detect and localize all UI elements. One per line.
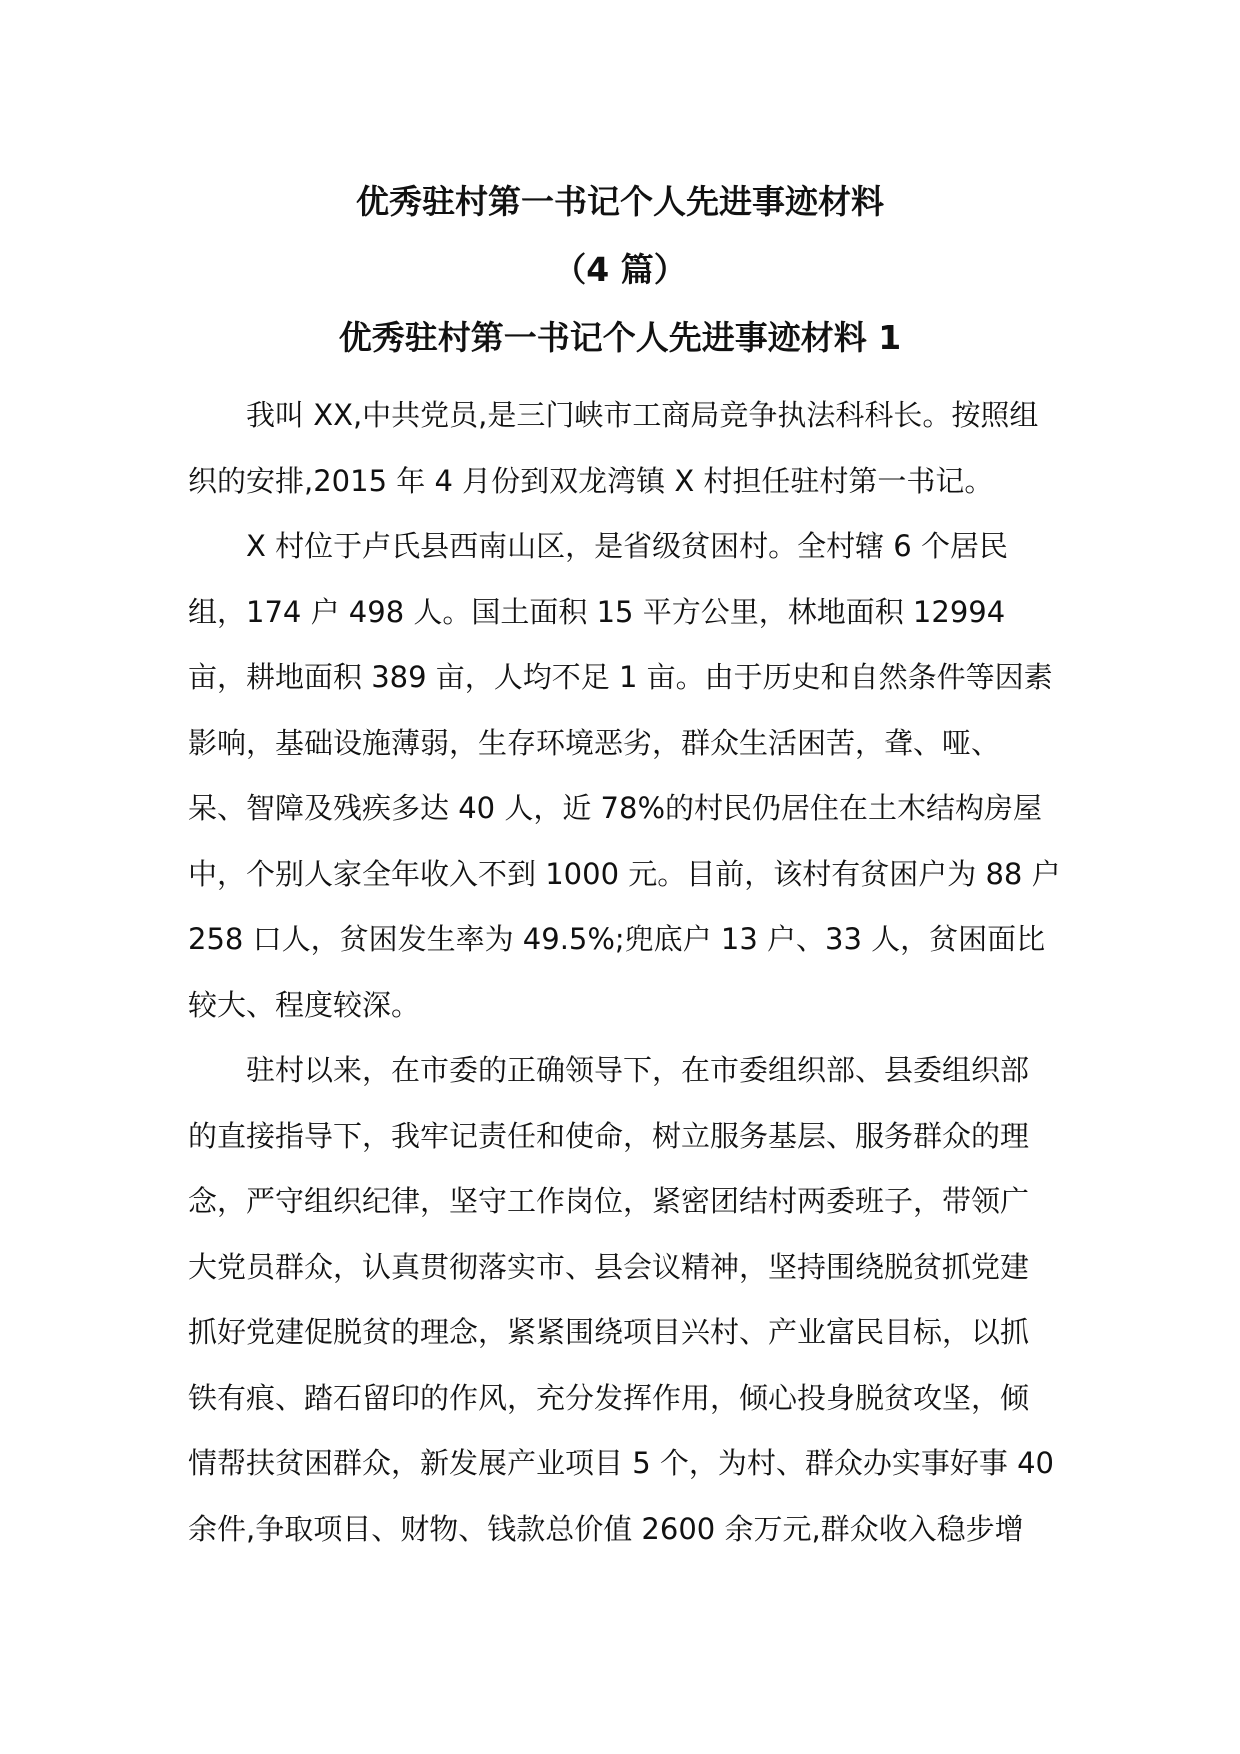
paragraph-line: 余件,争取项目、财物、钱款总价值 2600 余万元,群众收入稳步增 — [188, 1511, 1024, 1546]
paragraph-line: 情帮扶贫困群众，新发展产业项目 5 个，为村、群众办实事好事 40 — [188, 1446, 1055, 1480]
paragraph-line: 258 口人，贫困发生率为 49.5%;兜底户 13 户、33 人，贫困面比 — [188, 922, 1046, 956]
paragraph-line: 中，个别人家全年收入不到 1000 元。目前，该村有贫困户为 88 户 — [188, 856, 1061, 891]
paragraph-line: X 村位于卢氏县西南山区，是省级贫困村。全村辖 6 个居民 — [246, 529, 1008, 563]
paragraph-line: 抓好党建促脱贫的理念，紧紧围绕项目兴村、产业富民目标，以抓 — [188, 1315, 1030, 1349]
document-body — [188, 383, 1068, 1562]
document-title-count: （4 篇） — [553, 250, 687, 289]
section-title: 优秀驻村第一书记个人先进事迹材料 1 — [338, 318, 902, 357]
paragraph-line: 呆、智障及残疾多达 40 人，近 78%的村民仍居住在土木结构房屋 — [188, 791, 1043, 825]
paragraph-2 — [188, 514, 1068, 1038]
paragraph-3 — [188, 1038, 1068, 1562]
paragraph-line: 组，174 户 498 人。国土面积 15 平方公里，林地面积 12994 — [188, 594, 1006, 629]
paragraph-line: 影响，基础设施薄弱，生存环境恶劣，群众生活困苦，聋、哑、 — [188, 725, 1001, 760]
paragraph-line: 较大、程度较深。 — [188, 987, 421, 1022]
paragraph-line: 亩，耕地面积 389 亩，人均不足 1 亩。由于历史和自然条件等因素 — [188, 660, 1053, 694]
paragraph-line: 我叫 XX,中共党员,是三门峡市工商局竞争执法科科长。按照组 — [246, 398, 1039, 432]
paragraph-line: 的直接指导下，我牢记责任和使命，树立服务基层、服务群众的理 — [188, 1118, 1030, 1153]
document-title: 优秀驻村第一书记个人先进事迹材料 — [356, 182, 884, 221]
paragraph-line: 铁有痕、踏石留印的作风，充分发挥作用，倾心投身脱贫攻坚，倾 — [188, 1380, 1030, 1415]
paragraph-line: 织的安排,2015 年 4 月份到双龙湾镇 X 村担任驻村第一书记。 — [188, 463, 994, 498]
paragraph-line: 念，严守组织纪律，坚守工作岗位，紧密团结村两委班子，带领广 — [188, 1184, 1030, 1218]
paragraph-line: 大党员群众，认真贯彻落实市、县会议精神，坚持围绕脱贫抓党建 — [188, 1249, 1030, 1284]
paragraph-line: 驻村以来，在市委的正确领导下，在市委组织部、县委组织部 — [246, 1053, 1030, 1087]
paragraph-1 — [188, 383, 1068, 514]
